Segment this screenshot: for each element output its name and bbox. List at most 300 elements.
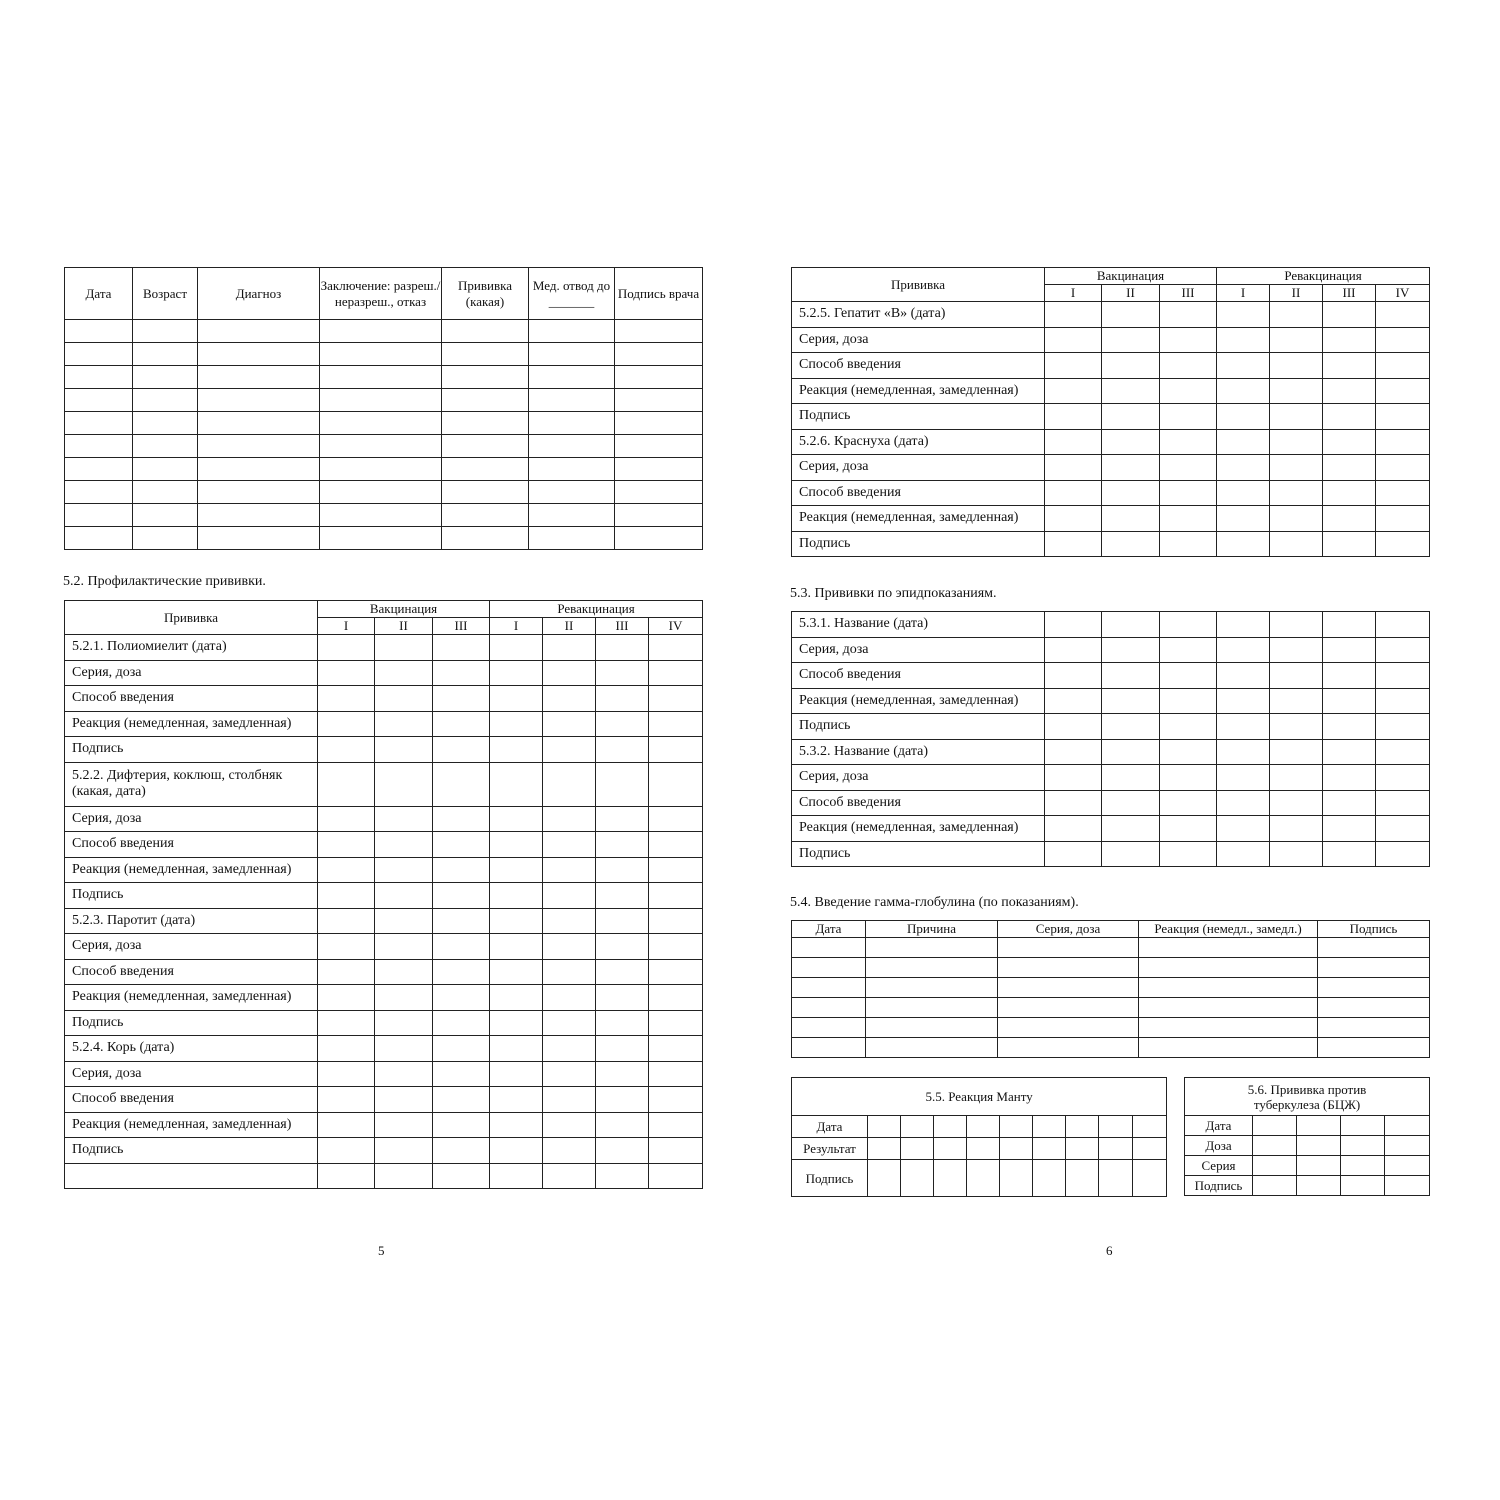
vacc-cell[interactable] (649, 1010, 703, 1036)
vacc-cell[interactable] (1160, 841, 1217, 867)
exempt-cell[interactable] (529, 504, 615, 527)
vacc-cell[interactable] (433, 686, 490, 712)
vacc-cell[interactable] (1160, 688, 1217, 714)
vacc-cell[interactable] (1376, 688, 1430, 714)
exempt-cell[interactable] (615, 435, 703, 458)
vacc-cell[interactable] (649, 959, 703, 985)
vacc-cell[interactable] (433, 806, 490, 832)
mantoux-cell[interactable] (868, 1160, 901, 1197)
vacc-cell[interactable] (490, 1061, 543, 1087)
vacc-cell[interactable] (596, 908, 649, 934)
gamma-cell[interactable] (1139, 1038, 1318, 1058)
vacc-cell[interactable] (1160, 739, 1217, 765)
mantoux-cell[interactable] (1133, 1116, 1167, 1138)
vacc-cell[interactable] (433, 857, 490, 883)
vacc-cell[interactable] (1045, 302, 1102, 328)
vacc-cell[interactable] (1045, 327, 1102, 353)
exempt-cell[interactable] (529, 435, 615, 458)
gamma-cell[interactable] (1318, 1018, 1430, 1038)
vacc-cell[interactable] (1323, 612, 1376, 638)
vacc-cell[interactable] (1323, 378, 1376, 404)
exempt-cell[interactable] (529, 320, 615, 343)
vacc-cell[interactable] (1217, 688, 1270, 714)
vacc-cell[interactable] (1102, 353, 1160, 379)
vacc-cell[interactable] (649, 660, 703, 686)
vacc-cell[interactable] (1376, 327, 1430, 353)
vacc-cell[interactable] (318, 985, 375, 1011)
mantoux-cell[interactable] (1033, 1160, 1066, 1197)
exempt-cell[interactable] (320, 527, 442, 550)
vacc-cell[interactable] (490, 1163, 543, 1189)
mantoux-cell[interactable] (1066, 1160, 1099, 1197)
mantoux-cell[interactable] (934, 1138, 967, 1160)
vacc-cell[interactable] (1102, 841, 1160, 867)
vacc-cell[interactable] (1160, 765, 1217, 791)
gamma-cell[interactable] (998, 1038, 1139, 1058)
exempt-cell[interactable] (442, 435, 529, 458)
exempt-cell[interactable] (529, 458, 615, 481)
vacc-cell[interactable] (1217, 353, 1270, 379)
vacc-cell[interactable] (1376, 531, 1430, 557)
bcg-cell[interactable] (1385, 1136, 1430, 1156)
vacc-cell[interactable] (375, 660, 433, 686)
exempt-cell[interactable] (65, 389, 133, 412)
vacc-cell[interactable] (1323, 688, 1376, 714)
mantoux-cell[interactable] (1000, 1116, 1033, 1138)
exempt-cell[interactable] (198, 366, 320, 389)
mantoux-cell[interactable] (1033, 1116, 1066, 1138)
bcg-cell[interactable] (1297, 1176, 1341, 1196)
vacc-cell[interactable] (490, 806, 543, 832)
vacc-cell[interactable] (596, 762, 649, 806)
mantoux-cell[interactable] (1133, 1138, 1167, 1160)
vacc-cell[interactable] (1160, 455, 1217, 481)
vacc-cell[interactable] (1270, 739, 1323, 765)
vacc-cell[interactable] (1323, 404, 1376, 430)
exempt-cell[interactable] (65, 343, 133, 366)
vacc-cell[interactable] (318, 832, 375, 858)
vacc-cell[interactable] (1160, 404, 1217, 430)
mantoux-cell[interactable] (967, 1160, 1000, 1197)
mantoux-cell[interactable] (868, 1138, 901, 1160)
vacc-cell[interactable] (318, 1061, 375, 1087)
vacc-cell[interactable] (318, 959, 375, 985)
mantoux-cell[interactable] (1099, 1160, 1133, 1197)
vacc-cell[interactable] (1217, 739, 1270, 765)
vacc-cell[interactable] (1323, 429, 1376, 455)
exempt-cell[interactable] (198, 389, 320, 412)
bcg-cell[interactable] (1297, 1136, 1341, 1156)
vacc-cell[interactable] (649, 737, 703, 763)
vacc-cell[interactable] (596, 635, 649, 661)
vacc-cell[interactable] (649, 686, 703, 712)
vacc-cell[interactable] (1217, 302, 1270, 328)
vacc-cell[interactable] (433, 959, 490, 985)
vacc-cell[interactable] (1323, 637, 1376, 663)
vacc-cell[interactable] (596, 832, 649, 858)
vacc-cell[interactable] (1323, 714, 1376, 740)
vacc-cell[interactable] (490, 635, 543, 661)
vacc-cell[interactable] (433, 1163, 490, 1189)
vacc-cell[interactable] (1102, 455, 1160, 481)
vacc-cell[interactable] (318, 857, 375, 883)
bcg-cell[interactable] (1297, 1156, 1341, 1176)
vacc-cell[interactable] (649, 1138, 703, 1164)
mantoux-cell[interactable] (1066, 1138, 1099, 1160)
vacc-cell[interactable] (649, 1036, 703, 1062)
bcg-cell[interactable] (1297, 1116, 1341, 1136)
vacc-cell[interactable] (649, 1087, 703, 1113)
exempt-cell[interactable] (65, 366, 133, 389)
vacc-cell[interactable] (375, 635, 433, 661)
vacc-cell[interactable] (1270, 506, 1323, 532)
vacc-cell[interactable] (1376, 378, 1430, 404)
bcg-cell[interactable] (1385, 1176, 1430, 1196)
vacc-cell[interactable] (649, 908, 703, 934)
gamma-cell[interactable] (792, 1038, 866, 1058)
vacc-cell[interactable] (433, 1138, 490, 1164)
exempt-cell[interactable] (615, 366, 703, 389)
gamma-cell[interactable] (1318, 938, 1430, 958)
exempt-cell[interactable] (529, 366, 615, 389)
mantoux-cell[interactable] (1033, 1138, 1066, 1160)
vacc-cell[interactable] (649, 985, 703, 1011)
vacc-cell[interactable] (1323, 480, 1376, 506)
vacc-cell[interactable] (433, 635, 490, 661)
exempt-cell[interactable] (65, 412, 133, 435)
exempt-cell[interactable] (320, 366, 442, 389)
vacc-cell[interactable] (543, 1061, 596, 1087)
vacc-cell[interactable] (490, 1138, 543, 1164)
exempt-cell[interactable] (320, 389, 442, 412)
exempt-cell[interactable] (133, 458, 198, 481)
vacc-cell[interactable] (1376, 765, 1430, 791)
exempt-cell[interactable] (133, 481, 198, 504)
vacc-cell[interactable] (433, 934, 490, 960)
vacc-cell[interactable] (375, 832, 433, 858)
vacc-cell[interactable] (543, 1010, 596, 1036)
exempt-cell[interactable] (529, 343, 615, 366)
vacc-cell[interactable] (318, 1112, 375, 1138)
vacc-cell[interactable] (1217, 404, 1270, 430)
vacc-cell[interactable] (1160, 327, 1217, 353)
gamma-cell[interactable] (1139, 958, 1318, 978)
exempt-cell[interactable] (615, 343, 703, 366)
gamma-cell[interactable] (1139, 1018, 1318, 1038)
vacc-cell[interactable] (318, 711, 375, 737)
exempt-cell[interactable] (442, 504, 529, 527)
vacc-cell[interactable] (1217, 612, 1270, 638)
vacc-cell[interactable] (596, 934, 649, 960)
vacc-cell[interactable] (318, 635, 375, 661)
vacc-cell[interactable] (1217, 327, 1270, 353)
vacc-cell[interactable] (1045, 506, 1102, 532)
vacc-cell[interactable] (649, 832, 703, 858)
vacc-cell[interactable] (375, 1061, 433, 1087)
vacc-cell[interactable] (1376, 404, 1430, 430)
vacc-cell[interactable] (596, 737, 649, 763)
vacc-cell[interactable] (1376, 790, 1430, 816)
exempt-cell[interactable] (442, 527, 529, 550)
gamma-cell[interactable] (792, 978, 866, 998)
vacc-cell[interactable] (1376, 663, 1430, 689)
vacc-cell[interactable] (1160, 663, 1217, 689)
vacc-cell[interactable] (543, 934, 596, 960)
bcg-cell[interactable] (1253, 1136, 1297, 1156)
exempt-cell[interactable] (198, 504, 320, 527)
exempt-cell[interactable] (198, 320, 320, 343)
exempt-cell[interactable] (198, 458, 320, 481)
vacc-cell[interactable] (649, 762, 703, 806)
gamma-cell[interactable] (1139, 978, 1318, 998)
vacc-cell[interactable] (1045, 612, 1102, 638)
vacc-cell[interactable] (596, 985, 649, 1011)
vacc-cell[interactable] (543, 737, 596, 763)
vacc-cell[interactable] (1045, 663, 1102, 689)
vacc-cell[interactable] (1045, 816, 1102, 842)
bcg-cell[interactable] (1341, 1136, 1385, 1156)
vacc-cell[interactable] (543, 806, 596, 832)
vacc-cell[interactable] (433, 737, 490, 763)
exempt-cell[interactable] (198, 481, 320, 504)
exempt-cell[interactable] (65, 527, 133, 550)
vacc-cell[interactable] (1160, 378, 1217, 404)
gamma-cell[interactable] (866, 998, 998, 1018)
mantoux-cell[interactable] (967, 1116, 1000, 1138)
vacc-cell[interactable] (1323, 663, 1376, 689)
vacc-cell[interactable] (1160, 637, 1217, 663)
vacc-cell[interactable] (318, 934, 375, 960)
vacc-cell[interactable] (543, 762, 596, 806)
vacc-cell[interactable] (1217, 531, 1270, 557)
gamma-cell[interactable] (1318, 1038, 1430, 1058)
vacc-cell[interactable] (1323, 455, 1376, 481)
mantoux-cell[interactable] (1099, 1116, 1133, 1138)
mantoux-cell[interactable] (1000, 1138, 1033, 1160)
vacc-cell[interactable] (1270, 404, 1323, 430)
vacc-cell[interactable] (596, 1010, 649, 1036)
gamma-cell[interactable] (792, 998, 866, 1018)
vacc-cell[interactable] (490, 1010, 543, 1036)
exempt-cell[interactable] (198, 527, 320, 550)
vacc-cell[interactable] (1270, 429, 1323, 455)
vacc-cell[interactable] (490, 934, 543, 960)
vacc-cell[interactable] (1102, 302, 1160, 328)
vacc-cell[interactable] (433, 1087, 490, 1113)
vacc-cell[interactable] (1270, 353, 1323, 379)
vacc-cell[interactable] (1045, 841, 1102, 867)
vacc-cell[interactable] (1102, 327, 1160, 353)
exempt-cell[interactable] (133, 389, 198, 412)
vacc-cell[interactable] (1045, 739, 1102, 765)
bcg-cell[interactable] (1385, 1156, 1430, 1176)
exempt-cell[interactable] (133, 412, 198, 435)
vacc-cell[interactable] (543, 635, 596, 661)
vacc-cell[interactable] (375, 806, 433, 832)
vacc-cell[interactable] (433, 908, 490, 934)
exempt-cell[interactable] (615, 412, 703, 435)
vacc-cell[interactable] (1376, 353, 1430, 379)
exempt-cell[interactable] (320, 481, 442, 504)
vacc-cell[interactable] (1160, 480, 1217, 506)
vacc-cell[interactable] (596, 806, 649, 832)
vacc-cell[interactable] (1217, 841, 1270, 867)
vacc-cell[interactable] (1217, 637, 1270, 663)
vacc-cell[interactable] (1323, 765, 1376, 791)
vacc-cell[interactable] (543, 857, 596, 883)
gamma-cell[interactable] (866, 1038, 998, 1058)
vacc-cell[interactable] (318, 1036, 375, 1062)
bcg-cell[interactable] (1253, 1156, 1297, 1176)
vacc-cell[interactable] (375, 883, 433, 909)
bcg-cell[interactable] (1385, 1116, 1430, 1136)
vacc-cell[interactable] (375, 1010, 433, 1036)
bcg-cell[interactable] (1253, 1116, 1297, 1136)
vacc-cell[interactable] (1102, 637, 1160, 663)
vacc-cell[interactable] (543, 1163, 596, 1189)
exempt-cell[interactable] (529, 527, 615, 550)
vacc-cell[interactable] (1270, 790, 1323, 816)
vacc-cell[interactable] (596, 959, 649, 985)
vacc-cell[interactable] (375, 1112, 433, 1138)
vacc-cell[interactable] (1160, 816, 1217, 842)
vacc-cell[interactable] (1270, 480, 1323, 506)
vacc-cell[interactable] (1270, 841, 1323, 867)
vacc-cell[interactable] (1376, 637, 1430, 663)
vacc-cell[interactable] (1045, 378, 1102, 404)
vacc-cell[interactable] (1045, 765, 1102, 791)
mantoux-cell[interactable] (1099, 1138, 1133, 1160)
vacc-cell[interactable] (1270, 816, 1323, 842)
vacc-cell[interactable] (543, 660, 596, 686)
vacc-cell[interactable] (375, 737, 433, 763)
vacc-cell[interactable] (1160, 302, 1217, 328)
vacc-cell[interactable] (1323, 816, 1376, 842)
vacc-cell[interactable] (490, 686, 543, 712)
exempt-cell[interactable] (615, 320, 703, 343)
mantoux-cell[interactable] (1000, 1160, 1033, 1197)
vacc-cell[interactable] (649, 635, 703, 661)
vacc-cell[interactable] (490, 1036, 543, 1062)
exempt-cell[interactable] (133, 343, 198, 366)
exempt-cell[interactable] (320, 412, 442, 435)
vacc-cell[interactable] (1270, 302, 1323, 328)
vacc-cell[interactable] (1270, 637, 1323, 663)
vacc-cell[interactable] (1376, 480, 1430, 506)
vacc-cell[interactable] (596, 857, 649, 883)
exempt-cell[interactable] (133, 504, 198, 527)
exempt-cell[interactable] (198, 412, 320, 435)
exempt-cell[interactable] (529, 389, 615, 412)
vacc-cell[interactable] (375, 762, 433, 806)
vacc-cell[interactable] (490, 762, 543, 806)
vacc-cell[interactable] (375, 959, 433, 985)
vacc-cell[interactable] (318, 1010, 375, 1036)
vacc-cell[interactable] (1045, 455, 1102, 481)
vacc-cell[interactable] (1270, 688, 1323, 714)
vacc-cell[interactable] (543, 711, 596, 737)
vacc-cell[interactable] (543, 959, 596, 985)
vacc-cell[interactable] (1102, 378, 1160, 404)
vacc-cell[interactable] (1376, 816, 1430, 842)
exempt-cell[interactable] (442, 320, 529, 343)
vacc-cell[interactable] (433, 1112, 490, 1138)
vacc-cell[interactable] (490, 985, 543, 1011)
vacc-cell[interactable] (433, 832, 490, 858)
vacc-cell[interactable] (649, 857, 703, 883)
vacc-cell[interactable] (433, 1061, 490, 1087)
exempt-cell[interactable] (442, 458, 529, 481)
vacc-cell[interactable] (1270, 378, 1323, 404)
vacc-cell[interactable] (375, 686, 433, 712)
vacc-cell[interactable] (1045, 404, 1102, 430)
exempt-cell[interactable] (320, 343, 442, 366)
mantoux-cell[interactable] (1133, 1160, 1167, 1197)
vacc-cell[interactable] (433, 1036, 490, 1062)
exempt-cell[interactable] (442, 343, 529, 366)
vacc-cell[interactable] (1217, 816, 1270, 842)
bcg-cell[interactable] (1341, 1156, 1385, 1176)
vacc-cell[interactable] (1270, 663, 1323, 689)
gamma-cell[interactable] (792, 1018, 866, 1038)
vacc-cell[interactable] (490, 660, 543, 686)
vacc-cell[interactable] (596, 1036, 649, 1062)
gamma-cell[interactable] (998, 978, 1139, 998)
vacc-cell[interactable] (1323, 739, 1376, 765)
vacc-cell[interactable] (543, 1087, 596, 1113)
vacc-cell[interactable] (1376, 714, 1430, 740)
vacc-cell[interactable] (318, 762, 375, 806)
vacc-cell[interactable] (1376, 612, 1430, 638)
exempt-cell[interactable] (615, 504, 703, 527)
exempt-cell[interactable] (442, 481, 529, 504)
vacc-cell[interactable] (1102, 816, 1160, 842)
vacc-cell[interactable] (1102, 506, 1160, 532)
vacc-cell[interactable] (433, 985, 490, 1011)
vacc-cell[interactable] (543, 985, 596, 1011)
vacc-cell[interactable] (490, 832, 543, 858)
vacc-cell[interactable] (1270, 714, 1323, 740)
vacc-cell[interactable] (490, 737, 543, 763)
vacc-cell[interactable] (1217, 429, 1270, 455)
gamma-cell[interactable] (1318, 998, 1430, 1018)
vacc-cell[interactable] (375, 908, 433, 934)
vacc-cell[interactable] (1217, 480, 1270, 506)
exempt-cell[interactable] (133, 366, 198, 389)
bcg-cell[interactable] (1253, 1176, 1297, 1196)
gamma-cell[interactable] (1139, 998, 1318, 1018)
vacc-cell[interactable] (596, 711, 649, 737)
vacc-cell[interactable] (1045, 637, 1102, 663)
exempt-cell[interactable] (133, 320, 198, 343)
gamma-cell[interactable] (1318, 958, 1430, 978)
vacc-cell[interactable] (1102, 531, 1160, 557)
vacc-cell[interactable] (1323, 790, 1376, 816)
vacc-cell[interactable] (318, 737, 375, 763)
vacc-cell[interactable] (1323, 531, 1376, 557)
vacc-cell[interactable] (1102, 790, 1160, 816)
vacc-cell[interactable] (1376, 841, 1430, 867)
vacc-cell[interactable] (318, 686, 375, 712)
vacc-cell[interactable] (1270, 531, 1323, 557)
vacc-cell[interactable] (490, 959, 543, 985)
vacc-cell[interactable] (490, 908, 543, 934)
vacc-cell[interactable] (649, 934, 703, 960)
vacc-cell[interactable] (649, 711, 703, 737)
vacc-cell[interactable] (490, 711, 543, 737)
exempt-cell[interactable] (320, 435, 442, 458)
gamma-cell[interactable] (998, 958, 1139, 978)
